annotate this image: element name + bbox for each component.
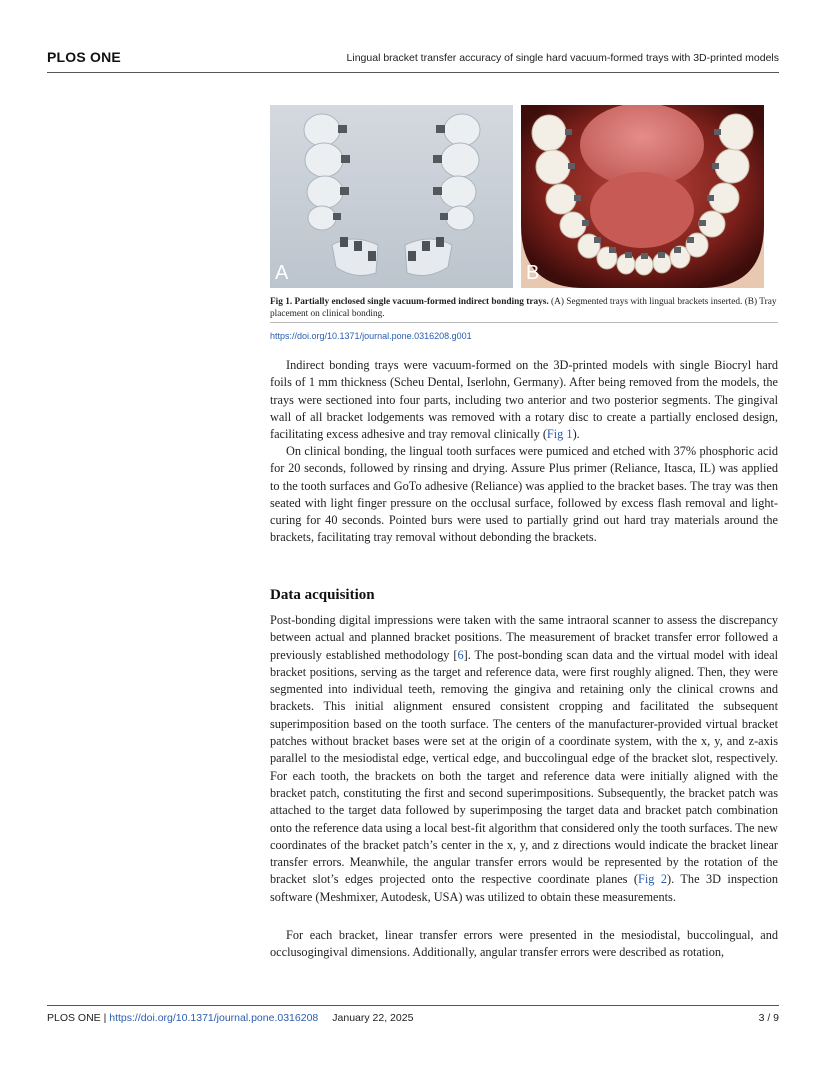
section-heading-data-acquisition: Data acquisition [270,587,375,603]
footer-date: January 22, 2025 [332,1012,414,1024]
paragraph-transfer-errors: For each bracket, linear transfer errors were presented in the mesiodistal, buccolingual, and occlusogingival dimensions. Additionally, angular transfer errors were described as rotation, [270,928,778,960]
figure-doi-link[interactable]: https://doi.org/10.1371/journal.pone.0316208.g001 [270,331,472,341]
paragraph-text: ). The 3D inspection software (Meshmixer, Autodesk, USA) was utilized to obtain these measurements. [270,872,778,904]
running-title: Lingual bracket transfer accuracy of single hard vacuum-formed trays with 3D-printed models [346,52,779,64]
figure-1 [270,105,764,288]
paragraph-tray-fabrication [270,357,778,443]
paragraph-text: ]. The post-bonding scan data and the virtual model with ideal bracket positions, serving as the target and reference data, were first roughly aligned. Then, they were segmented into individual teeth, removing the gingiva and retaining only the clinical crowns and brackets. This initial alignment ensured consistent cropping and facilitated the subsequent superimposition based on the tooth surface. The centers of the manufacturer-provided virtual bracket patches without bracket bases were set at the origin of a coordinate system, with the x, y, and z-axis parallel to the mesiodistal edge, vertical edge, and buccolingual edge of the bracket slot, respectively. For each tooth, the brackets on both the target and reference data were initially aligned with the bracket patch, constituting the first and second superimpositions. Subsequently, the bracket patch was attached to the target data followed by superimposing the target data and bracket patch combination onto the reference data using a local best-fit algorithm that considered only the tooth surfaces. The new coordinates of the bracket patch’s center in the x, y, and z directions would indicate the bracket linear transfer errors. Meanwhile, the angular transfer errors would be represented by the rotation of the bracket slot’s edges projected onto the respective coordinate planes ( [270,647,779,887]
panel-a-label: A [275,262,289,284]
caption-divider [270,322,778,323]
footer-divider [47,1005,779,1006]
fig2-link[interactable]: Fig 2 [638,872,668,887]
fig1-link[interactable]: Fig 1 [546,427,573,442]
footer-citation [47,1012,413,1024]
panel-b-label: B [526,262,540,284]
paragraph-data-acquisition [270,612,778,906]
segmented-trays-photo [270,105,513,288]
caption-description: (A) Segmented trays with lingual brackets inserted. (B) Tray placement on clinical bonding. [270,297,777,319]
header-divider [47,72,779,73]
figure-panel-a [270,105,513,288]
clinical-bonding-photo [521,105,764,288]
reference-6-link[interactable]: 6 [457,647,464,662]
paragraph-text: ). [572,427,580,442]
paragraph-text: Indirect bonding trays were vacuum-formed on the 3D-printed models with single Biocryl hard foils of 1 mm thickness (Scheu Dental, Iserlohn, Germany). After being removed from the models, the trays were sectioned into four parts, including two anterior and two posterior segments. The gingival wall of all bracket lodgements was removed with a rotary disc to create a partially enclosed design, facilitating excess adhesive and tray removal clinically ( [270,358,778,442]
footer-doi-link[interactable]: https://doi.org/10.1371/journal.pone.0316208 [109,1012,319,1024]
page-number: 3 / 9 [758,1012,779,1024]
journal-name: PLOS ONE [47,49,121,65]
caption-title: Fig 1. Partially enclosed single vacuum-formed indirect bonding trays. [270,297,549,307]
paragraph-text: Post-bonding digital impressions were taken with the same intraoral scanner to assess the discrepancy between actual and planned bracket positions. The measurement of bracket transfer error followed a previously established methodology [ [270,613,778,662]
footer-journal: PLOS ONE | [47,1012,110,1024]
paragraph-clinical-bonding: On clinical bonding, the lingual tooth surfaces were pumiced and etched with 37% phosphoric acid for 20 seconds, followed by rinsing and drying. Assure Plus primer (Reliance, Itasca, IL) was applied to the tooth surfaces and GoTo adhesive (Reliance) was applied to the bracket bases. The tray was then seated with light finger pressure on the occlusal surface, followed by excess flash removal and light-curing for 40 seconds. Pointed burs were used to partially grind out hard tray materials around the brackets, facilitating tray removal without debonding the brackets. [270,444,778,545]
figure-panel-b [521,105,764,288]
figure-caption [270,296,778,320]
